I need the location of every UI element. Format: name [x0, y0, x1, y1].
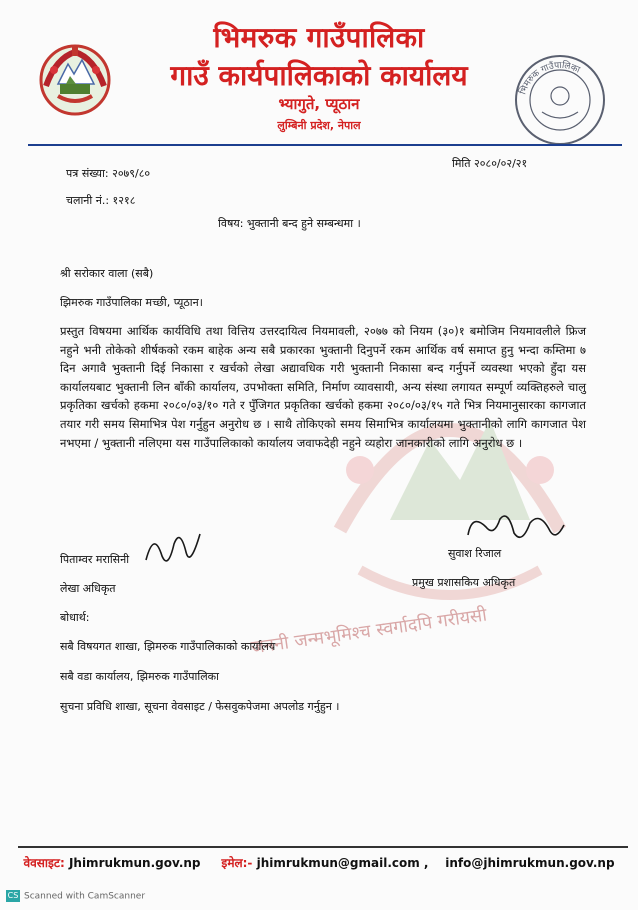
signature-left	[140, 520, 210, 580]
addressee-line1: श्री सरोकार वाला (सबै)	[60, 267, 154, 280]
letter-date: मिति २०८०/०२/२१	[452, 157, 528, 170]
website-label: वेवसाइट:	[23, 856, 65, 870]
email-label: इमेल:-	[221, 856, 253, 870]
office-title-line1: भिमरुक गाउँपालिका	[213, 21, 425, 54]
seal-text: भिमरुक गाउँपालिका	[518, 60, 582, 97]
letter-body: प्रस्तुत विषयमा आर्थिक कार्यविधि तथा वित्तिय उत्तरदायित्व नियमावली, २०७७ को नियम (३०)१ बमोजिम नियमावलीले फ्रिज नहुने भनी तोकेको शीर्षकको रकम बाहेक अन्य सबै प्रकारका भुक्तानी दिनुपर्ने रकम आर्थिक वर्ष समाप्त हुनु भन्दा कम्तिमा ७ दिन अगावै भुक्तानी दिई निकासा र खर्चको लेखा अद्यावधिक गरी भुक्तानी निकासा बन्द गर्नुपर्ने व्यवस्था भएको हुँदा यस कार्यालयबाट भुक्तानी लिन बाँकी कार्यालय, उपभोक्ता समिति, निर्माण व्यावसायी, अन्य संस्था लगायत सम्पूर्ण व्यक्तिहरुले चालु प्रकृतिका खर्चको हकमा २०८०/०३/१० गते र पुँजिगत प्रकृतिका खर्चको हकमा २०८०/०३/१५ गते भित्र नियमानुसारका कागजात तयार गरी समय सिमाभित्र पेश गर्नुहुन अनुरोध छ । साथै तोकिएको समय सिमाभित्र कार्यालयमा भुक्तानीको लागि कागजात पेश नभएमा / भुक्तानी नलिएमा यस गाउँपालिकाको कार्यालय जवाफदेही नहुने व्यहोरा जानकारीको लागि अनुरोध छ ।	[60, 324, 586, 450]
left-signatory-name: पिताम्वर मरासिनी	[60, 553, 130, 566]
cc-heading: बोधार्थ:	[60, 611, 90, 624]
ref-number: पत्र संख्या: २०७९/८०	[66, 167, 151, 180]
addressee-line2: झिमरुक गाउँपालिका मच्छी, प्यूठान।	[60, 296, 203, 309]
svg-text:भिमरुक गाउँपालिका	[517, 59, 582, 96]
cc-item: सुचना प्रविधि शाखा, सूचना वेवसाइट / फेसवुकपेजमा अपलोड गर्नुहुन ।	[60, 700, 340, 713]
footer-rule	[18, 846, 628, 848]
dispatch-number: चलानी नं.: १२१८	[66, 194, 136, 207]
header-rule	[28, 144, 622, 146]
office-title-line2: गाउँ कार्यपालिकाको कार्यालय	[170, 59, 468, 92]
letter-subject: विषय: भुक्तानी बन्द हुने सम्बन्धमा ।	[218, 217, 361, 230]
office-location: भ्यागुते, प्यूठान	[278, 95, 360, 113]
camscanner-icon: CS	[7, 891, 19, 900]
cc-item: सबै विषयगत शाखा, झिमरुक गाउँपालिकाको कार्यालय	[60, 640, 276, 653]
watermark-motto: जननी जन्मभूमिश्च स्वर्गादपि गरीयसी	[249, 604, 489, 659]
right-signatory-title: प्रमुख प्रशासकिय अधिकृत	[412, 576, 516, 589]
scanner-text: Scanned with CamScanner	[24, 891, 146, 902]
email-link-primary[interactable]: jhimrukmun@gmail.com ,	[256, 856, 429, 870]
right-signatory-name: सुवाश रिजाल	[448, 547, 502, 560]
cc-item: सबै वडा कार्यालय, झिमरुक गाउँपालिका	[60, 670, 219, 683]
email-link-secondary[interactable]: info@jhimrukmun.gov.np	[445, 856, 615, 870]
office-province: लुम्बिनी प्रदेश, नेपाल	[277, 119, 361, 132]
footer-contacts	[0, 854, 638, 871]
office-seal-icon	[512, 52, 608, 148]
scanner-watermark	[6, 890, 145, 902]
left-signatory-title: लेखा अधिकृत	[60, 582, 116, 595]
website-link[interactable]: Jhimrukmun.gov.np	[68, 856, 201, 870]
